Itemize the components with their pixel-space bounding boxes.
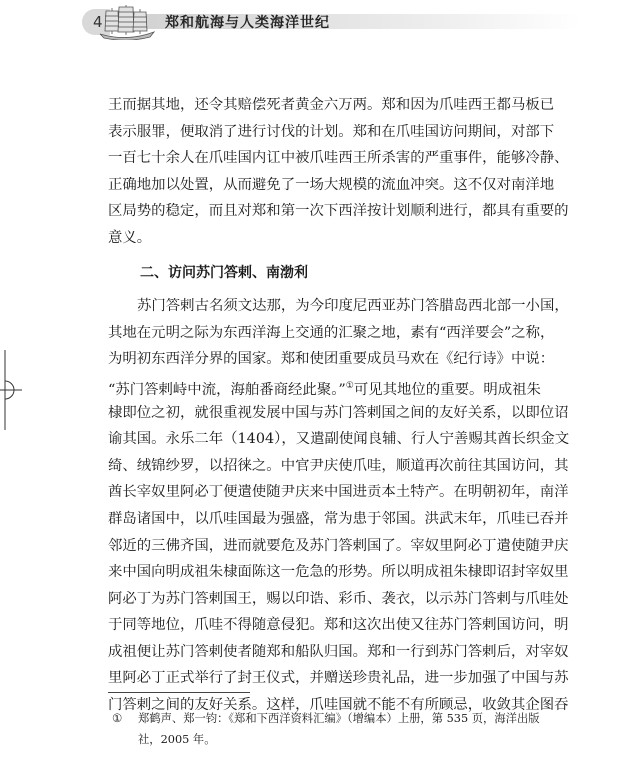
footnote-citation: 郑鹤声、郑一钧：《郑和下西洋资料汇编》（增编本）上册，第 535 页，海洋出版 xyxy=(138,712,540,725)
footnote-divider xyxy=(108,692,250,693)
text-line: 其地在元明之际为东西洋海上交通的汇聚之地，素有“西洋要会”之称， xyxy=(108,324,555,341)
registration-mark-icon xyxy=(0,350,24,430)
text-line: 为明初东西洋分界的国家。郑和使团重要成员马欢在《纪行诗》中说： xyxy=(108,351,555,368)
text-line: 里阿必丁正式举行了封王仪式，并赠送珍贵礼品，进一步加强了中国与苏 xyxy=(108,670,569,687)
text-line: 王而据其地，还令其赔偿死者黄金六万两。郑和因为爪哇西王都马板已 xyxy=(108,97,555,113)
section-heading: 二、访问苏门答剌、南渤利 xyxy=(140,264,308,281)
paragraph-2 xyxy=(108,293,570,719)
text-line: 绮、绒锦纱罗，以招徕之。中官尹庆使爪哇，顺道再次前往其国访问，其 xyxy=(108,457,569,474)
page-header xyxy=(0,0,631,44)
text-line: 正确地加以处置，从而避免了一场大规模的流血冲突。这不仅对南洋地 xyxy=(108,176,555,193)
paragraph-1 xyxy=(108,92,569,252)
text-line: 意义。 xyxy=(108,229,152,246)
quoted-poem: “苏门答剌峙中流，海舶番商经此聚。” xyxy=(108,381,346,398)
text-line: 一百七十余人在爪哇国内讧中被爪哇西王所杀害的严重事件，能够冷静、 xyxy=(108,150,569,167)
text-line: 来中国向明成祖朱棣面陈这一危急的形势。所以明成祖朱棣即诏封宰奴里 xyxy=(108,564,569,581)
text-segment: 可见其地位的重要。明成祖朱 xyxy=(353,381,541,398)
text-line: 门答剌之间的友好关系。这样，爪哇国就不能不有所顾忌，收敛其企图吞 xyxy=(108,697,569,714)
text-line: 棣即位之初，就很重视发展中国与苏门答剌国之间的友好关系，以即位诏 xyxy=(108,404,569,421)
footnote-marker: ① xyxy=(112,712,123,725)
body-text xyxy=(108,92,570,719)
text-line: 群岛诸国中，以爪哇国最为强盛，常为患于邻国。洪武末年，爪哇已吞并 xyxy=(108,510,569,527)
footnote-reference[interactable]: ① xyxy=(345,380,354,391)
footnote-line xyxy=(112,708,552,729)
running-header-title: 郑和航海与人类海洋世纪 xyxy=(165,15,330,31)
page-number: 4 xyxy=(93,13,103,31)
text-line: 区局势的稳定，而且对郑和第一次下西洋按计划顺利进行，都具有重要的 xyxy=(108,203,569,220)
text-line-with-note xyxy=(108,373,548,400)
text-line: 邻近的三佛齐国，进而就要危及苏门答剌国了。宰奴里阿必丁遣使随尹庆 xyxy=(108,537,569,554)
sailing-ship-icon xyxy=(96,4,158,40)
text-line: 阿必丁为苏门答剌国王，赐以印诰、彩币、袭衣，以示苏门答剌与爪哇处 xyxy=(108,590,569,607)
text-line: 酋长宰奴里阿必丁便遣使随尹庆来中国进贡本土特产。在明朝初年，南洋 xyxy=(108,484,569,501)
text-line: 苏门答剌古名须文达那，为今印度尼西亚苏门答腊岛西北部一小国， xyxy=(137,298,569,315)
text-line: 成祖便让苏门答剌使者随郑和船队归国。郑和一行到苏门答剌后，对宰奴 xyxy=(108,643,569,660)
text-line: 表示服罪，便取消了进行讨伐的计划。郑和在爪哇国访问期间，对部下 xyxy=(108,123,555,140)
text-line: 于同等地位，爪哇不得随意侵犯。郑和这次出使又往苏门答剌国访问，明 xyxy=(108,617,569,634)
text-line: 谕其国。永乐二年（1404），又遣副使闻良辅、行人宁善赐其酋长织金文 xyxy=(108,431,570,448)
footnote xyxy=(112,708,552,750)
footnote-line: 社，2005 年。 xyxy=(138,733,216,746)
